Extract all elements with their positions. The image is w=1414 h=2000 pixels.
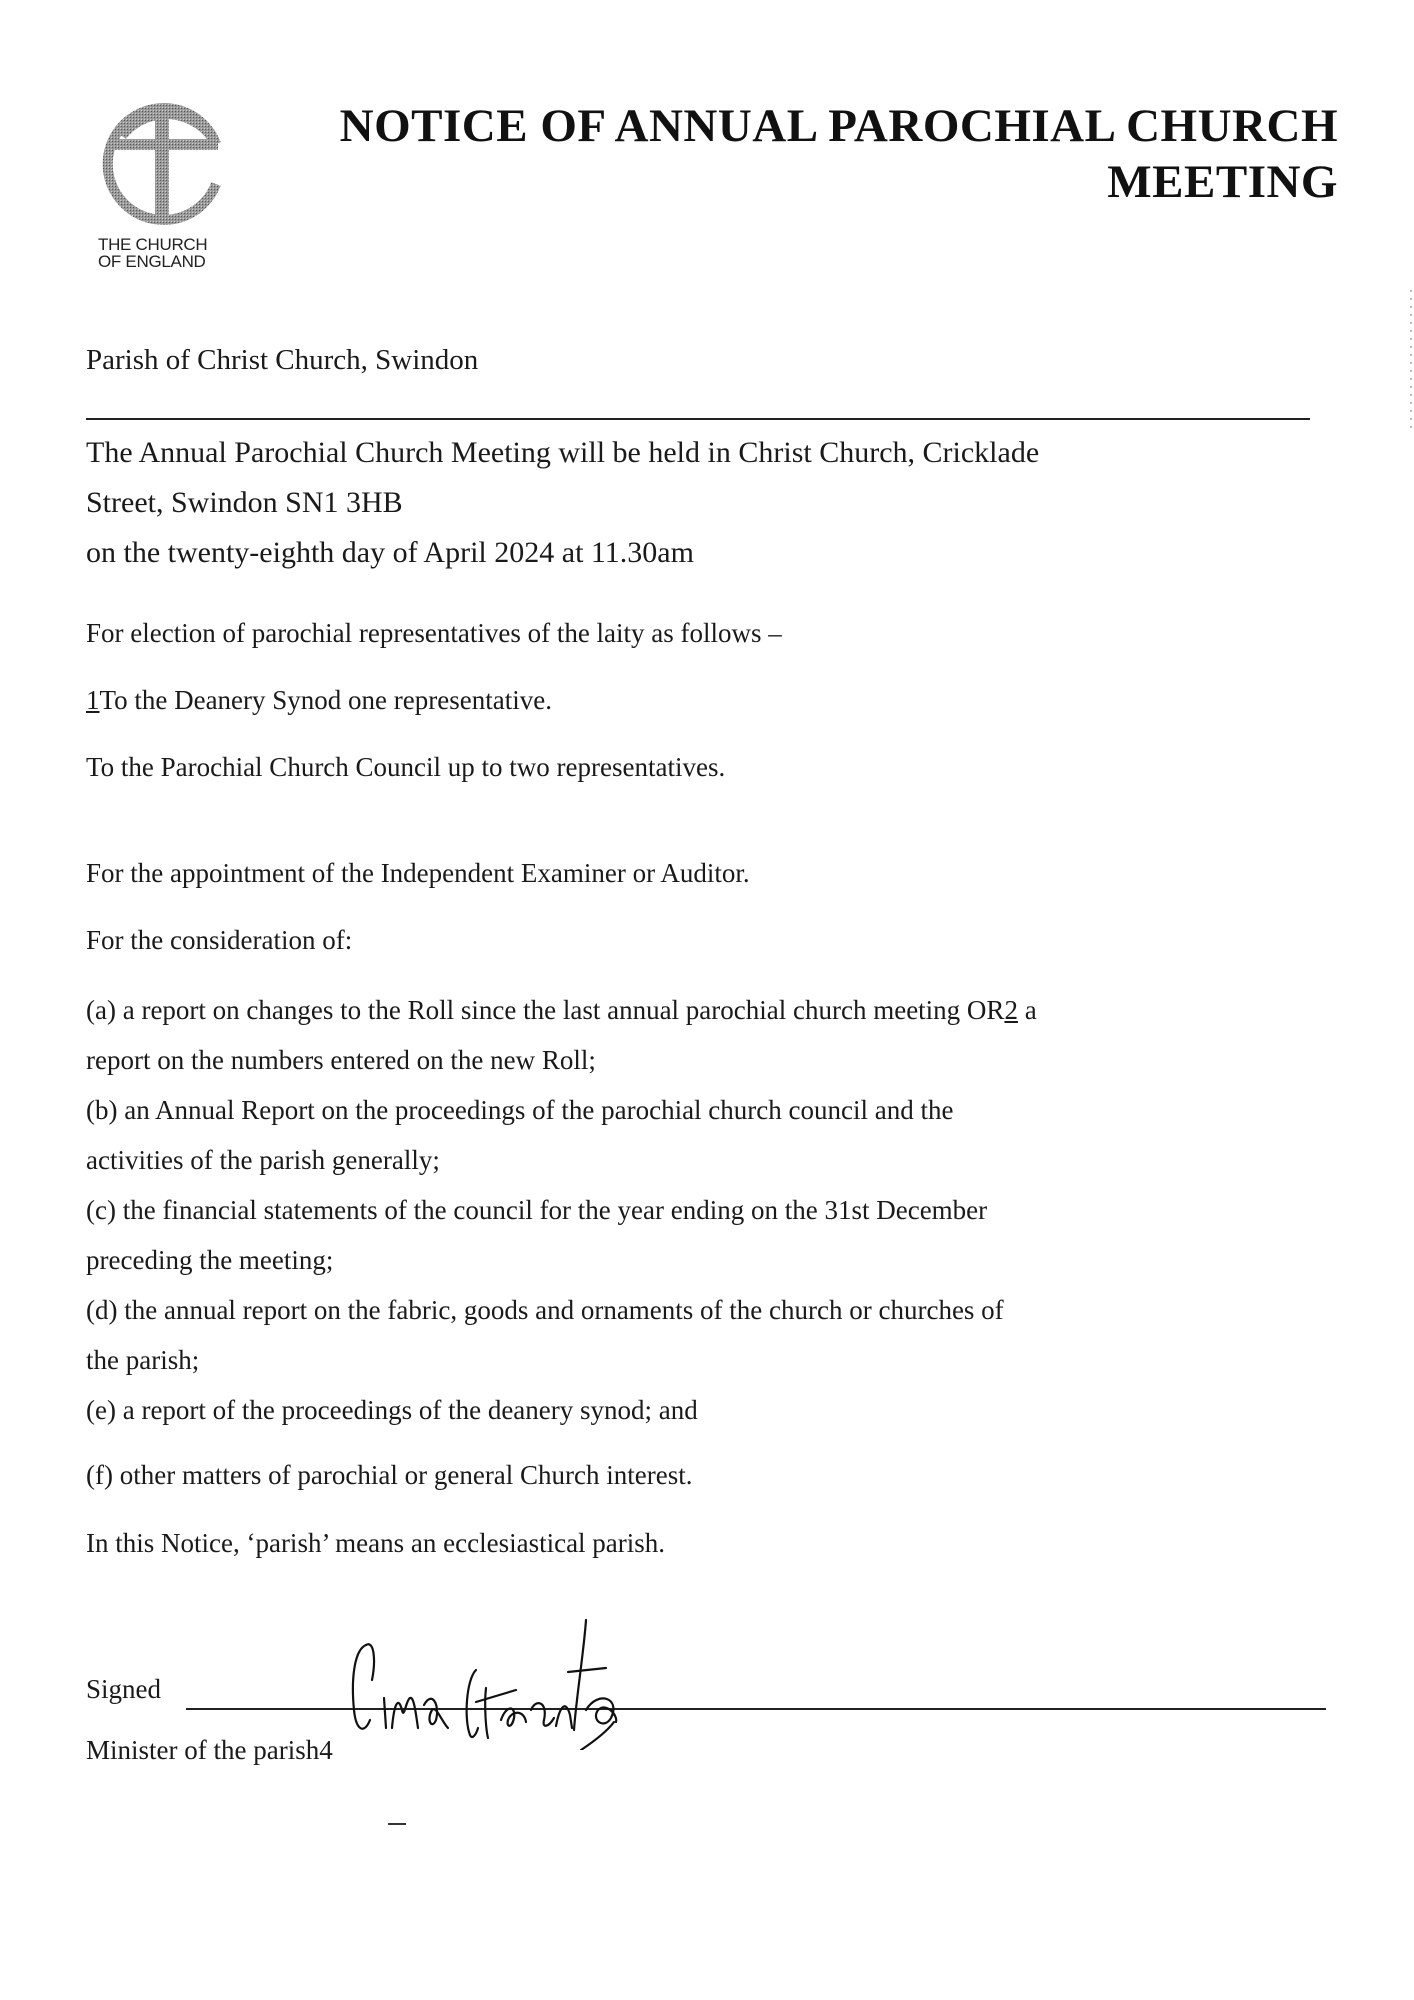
- consideration-list: [86, 985, 1346, 1435]
- meeting-details: [86, 428, 1346, 578]
- consideration-intro: For the consideration of:: [86, 925, 353, 955]
- election-item-pcc: To the Parochial Church Council up to two representatives.: [86, 752, 726, 782]
- title-line-2: MEETING: [1107, 156, 1338, 208]
- consideration-item-c: (c) the financial statements of the council for the year ending on the 31st December: [86, 1195, 988, 1225]
- parish-definition: In this Notice, ‘parish’ means an ecclesiastical parish.: [86, 1528, 666, 1558]
- item-a-text-end: a: [1017, 995, 1037, 1025]
- signed-label: Signed: [86, 1674, 162, 1704]
- scan-edge-artifact: [1410, 290, 1412, 430]
- handwritten-signature-icon: [336, 1610, 816, 1750]
- election-intro: For election of parochial representatives of the laity as follows –: [86, 618, 782, 648]
- meeting-line-1: The Annual Parochial Church Meeting will be held in Christ Church, Cricklade: [86, 436, 1040, 469]
- footnote-marker-2: 2: [1004, 995, 1018, 1025]
- item-a-line-2: report on the numbers entered on the new Roll;: [86, 1045, 596, 1075]
- page-title: [340, 98, 1338, 210]
- item-d-line-2: the parish;: [86, 1345, 200, 1375]
- logo-line-2: OF ENGLAND: [98, 252, 206, 271]
- item-a-text: (a) a report on changes to the Roll since the last annual parochial church meeting OR: [86, 995, 1005, 1025]
- consideration-item-a: [86, 985, 1346, 1035]
- title-line-1: NOTICE OF ANNUAL PAROCHIAL CHURCH: [339, 100, 1338, 152]
- consideration-item-e: (e) a report of the proceedings of the deanery synod; and: [86, 1395, 698, 1425]
- logo-line-1: THE CHURCH: [98, 235, 208, 254]
- signature-block: [86, 1650, 1326, 1720]
- divider: [86, 418, 1310, 420]
- item-c-line-2: preceding the meeting;: [86, 1245, 334, 1275]
- appointment-text: For the appointment of the Independent Examiner or Auditor.: [86, 858, 750, 888]
- election-item-deanery: [86, 675, 1346, 725]
- consideration-item-f: (f) other matters of parochial or general Church interest.: [86, 1460, 693, 1490]
- meeting-date-time: on the twenty-eighth day of April 2024 at 11.30am: [86, 536, 694, 569]
- parish-name: Parish of Christ Church, Swindon: [86, 344, 479, 376]
- consideration-item-b: (b) an Annual Report on the proceedings of the parochial church council and the: [86, 1095, 954, 1125]
- minister-role: Minister of the parish4: [86, 1735, 333, 1765]
- election-item-deanery-text: To the Deanery Synod one representative.: [99, 685, 552, 715]
- meeting-line-2: Street, Swindon SN1 3HB: [86, 486, 403, 519]
- footnote-marker-1: 1: [86, 685, 100, 715]
- consideration-item-d: (d) the annual report on the fabric, goods and ornaments of the church or churches of: [86, 1295, 1004, 1325]
- church-of-england-cross-icon: [88, 96, 238, 236]
- church-of-england-logo: [88, 96, 238, 286]
- logo-wordmark: [98, 236, 238, 270]
- footnote-dash: [388, 1823, 406, 1825]
- item-b-line-2: activities of the parish generally;: [86, 1145, 440, 1175]
